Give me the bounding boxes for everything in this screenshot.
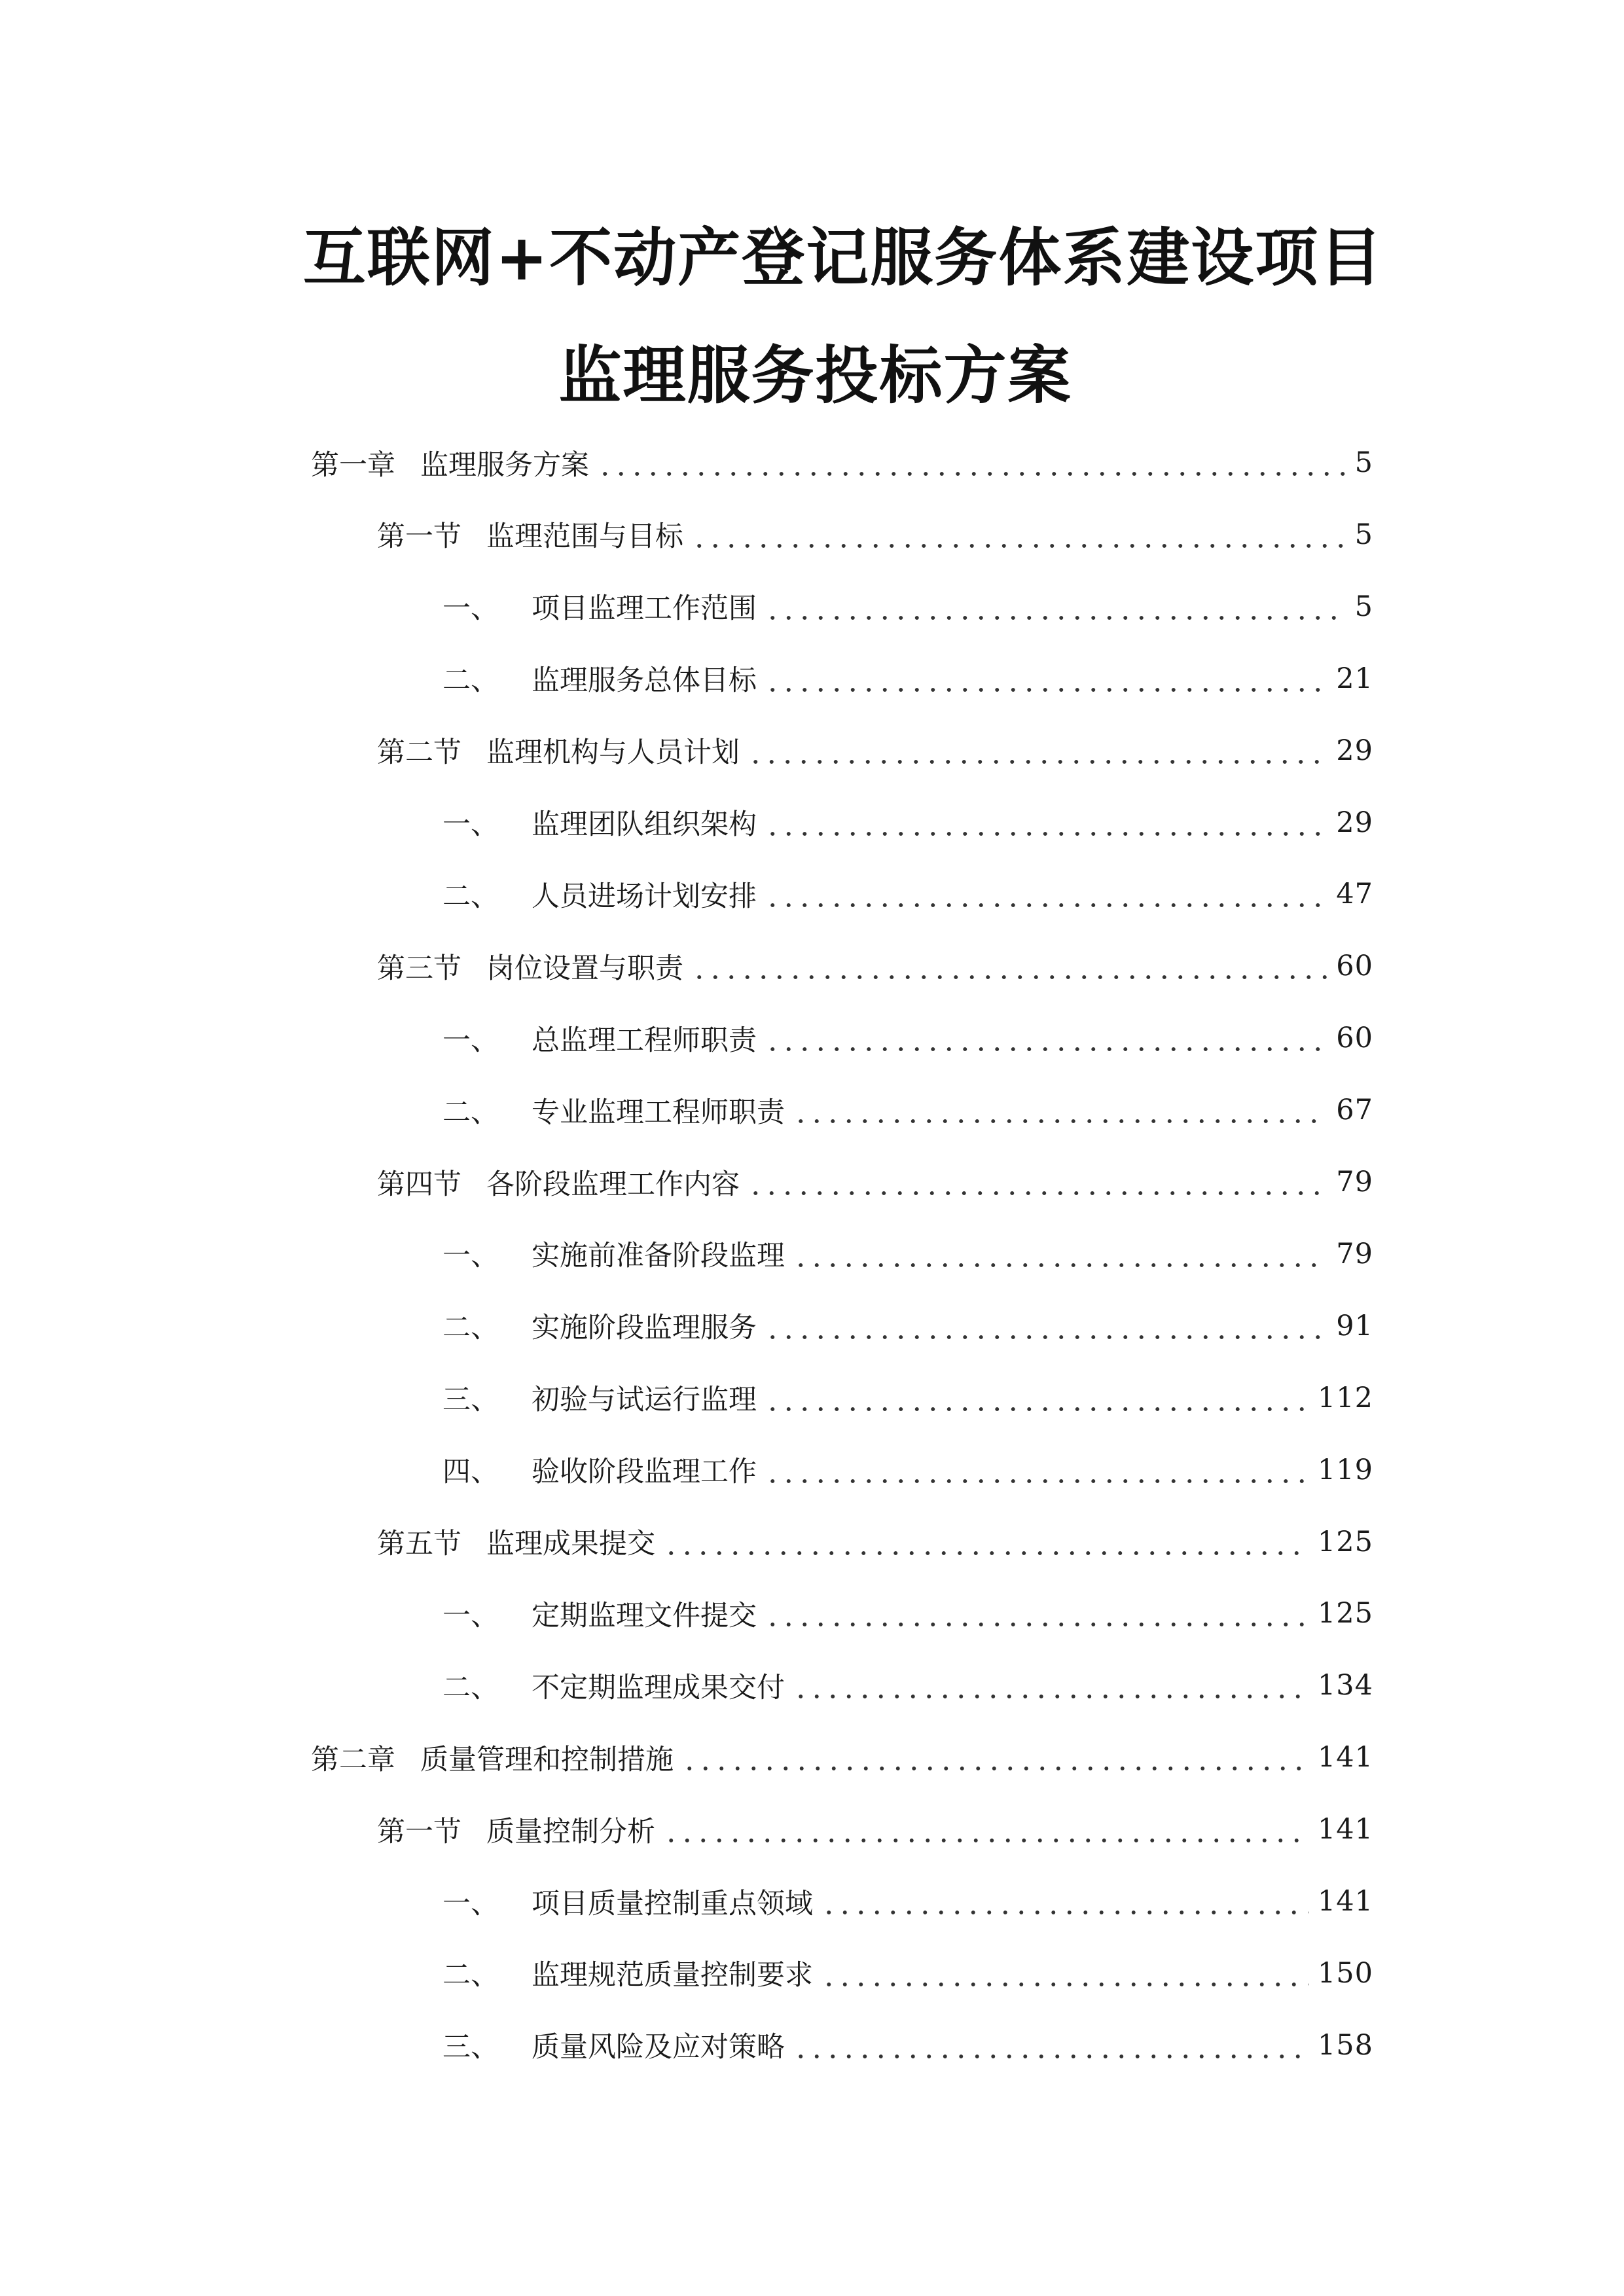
toc-entry-marker: 第三节 (377, 952, 461, 985)
toc-dot-leader (765, 662, 1327, 695)
toc-entry-title: 初验与试运行监理 (532, 1384, 757, 1417)
toc-dot-leader (793, 1669, 1308, 1702)
toc-entry-marker: 第五节 (377, 1528, 461, 1560)
toc-entry-marker: 一、 (442, 1024, 499, 1057)
toc-entry-marker: 第四节 (377, 1168, 461, 1201)
toc-page-number: 125 (1317, 1597, 1373, 1630)
toc-dot-leader (748, 1166, 1327, 1198)
toc-page-number: 5 (1354, 590, 1373, 623)
toc-entry-marker: 二、 (442, 1959, 499, 1992)
toc-page-number: 79 (1336, 1237, 1373, 1270)
toc-dot-leader (748, 734, 1327, 767)
toc-entry-title: 监理服务总体目标 (532, 664, 757, 698)
toc-entry-chapter[interactable] (311, 440, 1373, 486)
toc-entry-marker: 第一章 (311, 448, 395, 482)
toc-page-number: 141 (1317, 1885, 1373, 1918)
toc-entry-marker: 二、 (442, 1096, 499, 1129)
toc-entry-section[interactable] (377, 1806, 1373, 1852)
toc-page-number: 21 (1336, 662, 1373, 695)
toc-entry-title: 监理服务方案 (420, 448, 589, 482)
toc-entry-item[interactable] (442, 656, 1373, 702)
toc-page-number: 141 (1317, 1741, 1373, 1774)
toc-entry-item[interactable] (442, 2022, 1373, 2068)
toc-page-number: 150 (1317, 1956, 1373, 1990)
toc-entry-item[interactable] (442, 1087, 1373, 1133)
toc-page-number: 119 (1317, 1453, 1373, 1486)
toc-dot-leader (793, 1238, 1327, 1270)
toc-page-number: 60 (1336, 950, 1373, 983)
toc-entry-section[interactable] (377, 943, 1373, 989)
toc-entry-marker: 一、 (442, 1887, 499, 1920)
toc-dot-leader (765, 1310, 1327, 1342)
toc-entry-title: 定期监理文件提交 (532, 1599, 757, 1632)
toc-entry-title: 人员进场计划安排 (532, 880, 757, 913)
toc-dot-leader (793, 2029, 1308, 2062)
toc-page-number: 47 (1336, 878, 1373, 911)
toc-entry-title: 质量管理和控制措施 (420, 1743, 674, 1776)
toc-entry-title: 监理机构与人员计划 (486, 736, 740, 770)
toc-page-number: 5 (1354, 446, 1373, 479)
toc-entry-title: 监理规范质量控制要求 (532, 1959, 813, 1992)
toc-entry-item[interactable] (442, 871, 1373, 917)
toc-dot-leader (765, 1454, 1308, 1486)
toc-entry-marker: 二、 (442, 664, 499, 698)
toc-page-number: 125 (1317, 1525, 1373, 1558)
toc-page-number: 112 (1317, 1381, 1373, 1414)
toc-dot-leader (765, 1597, 1308, 1630)
toc-entry-marker: 第二节 (377, 736, 461, 770)
toc-entry-section[interactable] (377, 728, 1373, 774)
toc-entry-item[interactable] (442, 1447, 1373, 1493)
toc-entry-marker: 一、 (442, 1599, 499, 1632)
toc-entry-title: 总监理工程师职责 (532, 1024, 757, 1057)
toc-dot-leader (691, 950, 1327, 982)
toc-entry-marker: 二、 (442, 880, 499, 913)
toc-entry-marker: 一、 (442, 592, 499, 626)
toc-entry-marker: 三、 (442, 2031, 499, 2064)
toc-page-number: 29 (1336, 806, 1373, 839)
toc-entry-marker: 第一节 (377, 520, 461, 554)
toc-entry-title: 岗位设置与职责 (486, 952, 683, 985)
toc-page-number: 158 (1317, 2028, 1373, 2062)
toc-page-number: 91 (1336, 1309, 1373, 1342)
toc-entry-title: 质量控制分析 (486, 1815, 655, 1848)
toc-entry-title: 质量风险及应对策略 (532, 2031, 785, 2064)
document-title-line-1: 互联网+不动产登记服务体系建设项目 (302, 221, 1384, 295)
toc-entry-title: 监理团队组织架构 (532, 808, 757, 841)
toc-dot-leader (821, 1885, 1308, 1918)
toc-entry-marker: 一、 (442, 808, 499, 841)
toc-entry-item[interactable] (442, 1015, 1373, 1061)
toc-entry-item[interactable] (442, 584, 1373, 630)
toc-entry-item[interactable] (442, 1590, 1373, 1636)
toc-entry-section[interactable] (377, 512, 1373, 558)
toc-dot-leader (663, 1526, 1308, 1558)
toc-entry-marker: 第二章 (311, 1743, 395, 1776)
toc-dot-leader (765, 1022, 1327, 1054)
toc-page-number: 5 (1354, 518, 1373, 551)
toc-entry-title: 不定期监理成果交付 (532, 1671, 785, 1704)
toc-entry-title: 验收阶段监理工作 (532, 1456, 757, 1489)
toc-entry-item[interactable] (442, 1231, 1373, 1277)
toc-entry-item[interactable] (442, 1662, 1373, 1708)
toc-dot-leader (765, 878, 1327, 910)
toc-dot-leader (821, 1957, 1308, 1990)
toc-entry-title: 专业监理工程师职责 (532, 1096, 785, 1129)
toc-dot-leader (765, 1382, 1308, 1414)
toc-page-number: 141 (1317, 1813, 1373, 1846)
toc-entry-title: 实施前准备阶段监理 (532, 1240, 785, 1273)
toc-dot-leader (681, 1741, 1308, 1774)
document-title-line-2: 监理服务投标方案 (558, 339, 1072, 412)
toc-dot-leader (793, 1094, 1327, 1126)
toc-entry-marker: 二、 (442, 1671, 499, 1704)
toc-entry-item[interactable] (442, 1950, 1373, 1996)
toc-entry-marker: 四、 (442, 1456, 499, 1489)
toc-entry-marker: 一、 (442, 1240, 499, 1273)
toc-entry-title: 各阶段监理工作内容 (486, 1168, 740, 1201)
toc-entry-section[interactable] (377, 1159, 1373, 1205)
toc-page-number: 79 (1336, 1166, 1373, 1198)
toc-entry-title: 监理范围与目标 (486, 520, 683, 554)
toc-page-number: 60 (1336, 1022, 1373, 1055)
toc-dot-leader (765, 806, 1327, 839)
toc-entry-item[interactable] (442, 1303, 1373, 1349)
toc-dot-leader (691, 518, 1346, 551)
toc-entry-title: 监理成果提交 (486, 1528, 655, 1560)
toc-entry-marker: 三、 (442, 1384, 499, 1417)
toc-dot-leader (663, 1813, 1308, 1846)
toc-entry-marker: 第一节 (377, 1815, 461, 1848)
toc-entry-title: 项目监理工作范围 (532, 592, 757, 626)
toc-page-number: 67 (1336, 1094, 1373, 1127)
toc-entry-chapter[interactable] (311, 1734, 1373, 1780)
toc-entry-marker: 二、 (442, 1312, 499, 1345)
toc-entry-title: 实施阶段监理服务 (532, 1312, 757, 1345)
toc-dot-leader (597, 446, 1346, 479)
toc-page-number: 29 (1336, 734, 1373, 767)
toc-entry-section[interactable] (377, 1519, 1373, 1565)
toc-page-number: 134 (1317, 1669, 1373, 1702)
toc-entry-item[interactable] (442, 1878, 1373, 1924)
toc-dot-leader (765, 590, 1346, 623)
toc-entry-item[interactable] (442, 1375, 1373, 1421)
toc-entry-title: 项目质量控制重点领域 (532, 1887, 813, 1920)
toc-entry-item[interactable] (442, 800, 1373, 846)
